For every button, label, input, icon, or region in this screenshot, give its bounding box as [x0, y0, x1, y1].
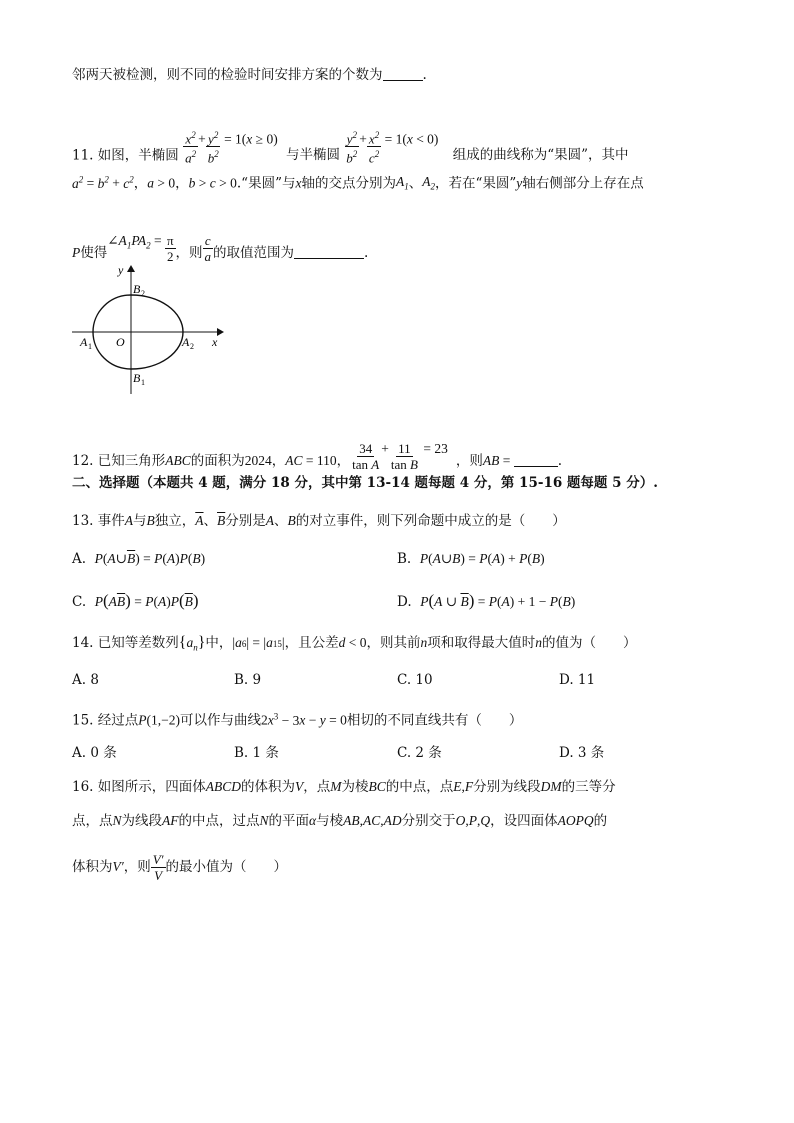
q16-line2: 点，点N为线段AF的中点，过点N的平面α与棱AB,AC,AD分别交于O,P,Q，设四面体AOPQ的 — [72, 813, 608, 829]
q13-option-c[interactable]: C. $P(A\overline{B}) = P(A)P(\overline{B})$ — [72, 591, 199, 610]
fig-o-label: O — [116, 335, 125, 349]
fruit-ellipse-figure — [72, 258, 232, 400]
answer-blank — [514, 452, 558, 467]
frac-y2-b2-b: $\frac{y^2}{b^2}$ — [346, 130, 358, 166]
q14-option-c[interactable]: C. 10 — [397, 672, 433, 688]
q13-option-a[interactable]: A. $P(A\cup\overline{B}) = P(A)P(B)$ — [72, 551, 206, 567]
q11-line2: $a^2 = b^2 + c^2$，a > 0，b > c > 0.“果圆”与x轴的交点分别为$A_1$、$A_2$，若在“果圆”y轴右侧部分上存在点 — [72, 173, 644, 192]
answer-blank — [383, 66, 423, 81]
q10-tail: 邻两天被检测，则不同的检验时间安排方案的个数为 . — [72, 67, 427, 83]
frac-y2-b2: $\frac{y^2}{b^2}$ — [207, 130, 219, 166]
svg-text:1: 1 — [141, 378, 145, 387]
fig-a1-label: A — [80, 335, 88, 349]
q14-option-d[interactable]: D. 11 — [559, 672, 596, 688]
q16-line1: 16. 如图所示，四面体ABCD的体积为V，点M为棱BC的中点，点E,F分别为线段DM的三等分 — [72, 779, 616, 795]
q15-option-c[interactable]: C. 2 条 — [397, 745, 442, 761]
q11-line1: 11. 如图，半椭圆 $\frac{x^2}{a^2}$ + $\frac{y^2}{b^2}$ = 1(x ≥ 0) 与半椭圆 $\frac{y^2}{b^2}$ + $\frac{x^2}{c^2}$ = 1(x < 0) 组成的曲线称为“果圆”，其中 — [72, 130, 629, 166]
q13-option-d[interactable]: D. P(A ∪ $\overline{B}) = P(A) + 1 - P(B)$ — [397, 591, 576, 610]
answer-blank — [294, 244, 364, 259]
fig-x-label: x — [212, 335, 218, 349]
q15-option-a[interactable]: A. 0 条 — [72, 745, 117, 761]
q13-stem: 13. 事件A与B独立，$\overline{A}$、$\overline{B}$分别是A、B的对立事件，则下列命题中成立的是（ ） — [72, 513, 566, 529]
q14-option-b[interactable]: B. 9 — [234, 672, 262, 688]
svg-text:2: 2 — [141, 289, 145, 298]
frac-34-tanA: $\frac{34}{\text{tan A}}$ — [352, 441, 380, 472]
q16-line3: 体积为V′，则 $\frac{V'}{V}$ 的最小值为（ ） — [72, 852, 287, 883]
q13-option-b[interactable]: B. P(A∪B) = P(A) + P(B) — [397, 551, 545, 567]
frac-11-tanB: $\frac{11}{\text{tan B}}$ — [390, 441, 418, 472]
q12-line: 12. 已知三角形ABC的面积为2024，AC = 110， $\frac{34}{\text{tan A}}$ + $\frac{11}{\text{tan B}}$ = 23，则AB = . — [72, 441, 563, 472]
frac-pi-2: $\frac{\pi}{2}$ — [166, 233, 174, 264]
q14-option-a[interactable]: A. 8 — [72, 672, 99, 688]
q15-option-b[interactable]: B. 1 条 — [234, 745, 279, 761]
q14-stem: 14. 已知等差数列$\{a_n\}$中，|a6| = |a15|，且公差d < 0，则其前n项和取得最大值时n的值为（ ） — [72, 634, 637, 653]
fig-b1-label: B — [133, 371, 141, 385]
fig-y-label: y — [118, 263, 124, 277]
q11-line3: P使得$\angle A_1PA_2$ = $\frac{\pi}{2}$ ，则 $\frac{c}{a}$ 的取值范围为 . — [72, 233, 369, 264]
q15-option-d[interactable]: D. 3 条 — [559, 745, 605, 761]
q15-stem: 15. 经过点P(1,−2)可以作与曲线$2x^3 - 3x - y = 0$相切的不同直线共有（ ） — [72, 711, 523, 729]
frac-x2-a2: $\frac{x^2}{a^2}$ — [185, 130, 197, 166]
svg-text:1: 1 — [88, 342, 92, 351]
frac-c-a: $\frac{c}{a}$ — [204, 233, 212, 264]
section-header: 二、选择题（本题共 4 题，满分 18 分，其中第 13-14 题每题 4 分，第 15-16 题每题 5 分）. — [72, 475, 658, 491]
fig-a2-label: A — [182, 335, 190, 349]
frac-x2-c2: $\frac{x^2}{c^2}$ — [368, 130, 380, 166]
svg-text:2: 2 — [190, 342, 194, 351]
frac-vprime-v: $\frac{V'}{V}$ — [152, 852, 164, 883]
fig-b2-label: B — [133, 282, 141, 296]
